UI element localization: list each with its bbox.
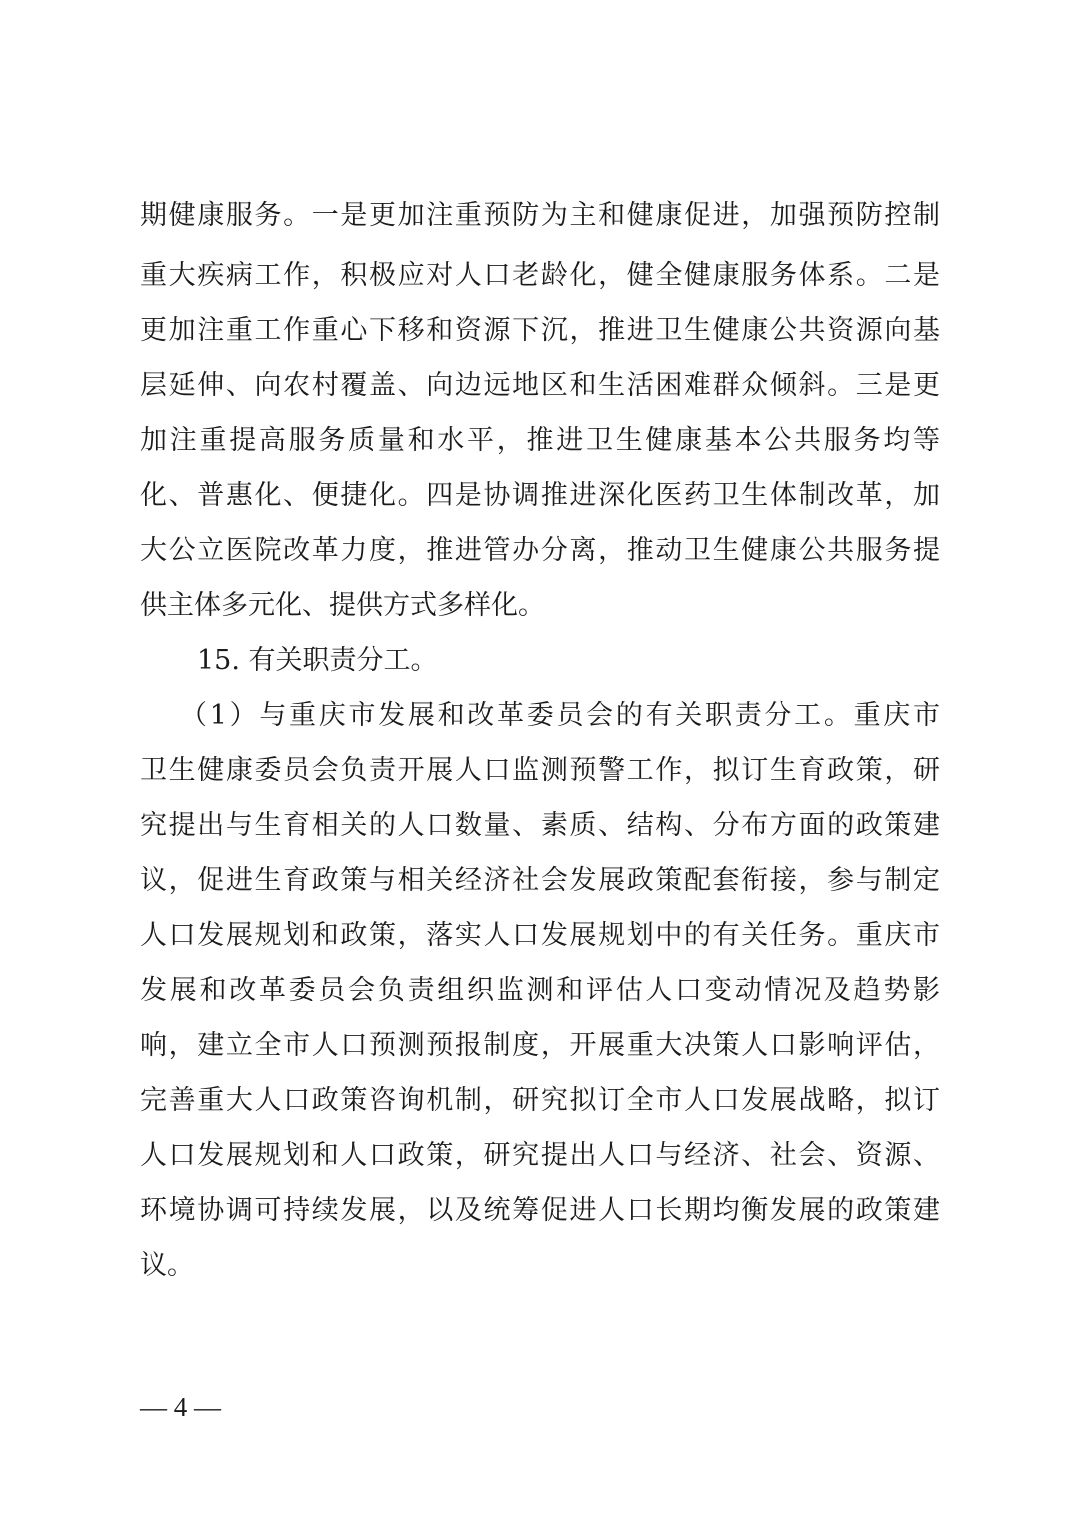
text-line: 卫生健康委员会负责开展人口监测预警工作，拟订生育政策，研 bbox=[140, 755, 940, 786]
text-line: 人口发展规划和政策，落实人口发展规划中的有关任务。重庆市 bbox=[140, 920, 940, 951]
text-line: 环境协调可持续发展，以及统筹促进人口长期均衡发展的政策建 bbox=[140, 1195, 940, 1226]
text-line: 完善重大人口政策咨询机制，研究拟订全市人口发展战略，拟订 bbox=[140, 1085, 940, 1116]
section-heading: 15. 有关职责分工。 bbox=[197, 645, 438, 676]
page-number: — 4 — bbox=[140, 1392, 221, 1422]
text-line: 议，促进生育政策与相关经济社会发展政策配套衔接，参与制定 bbox=[140, 865, 940, 896]
paragraph-first-line: （1）与重庆市发展和改革委员会的有关职责分工。重庆市 bbox=[180, 700, 940, 731]
text-line: 化、普惠化、便捷化。四是协调推进深化医药卫生体制改革，加 bbox=[140, 480, 940, 511]
text-line: 发展和改革委员会负责组织监测和评估人口变动情况及趋势影 bbox=[140, 975, 940, 1006]
text-line: 究提出与生育相关的人口数量、素质、结构、分布方面的政策建 bbox=[140, 810, 940, 841]
text-line: 议。 bbox=[140, 1250, 194, 1281]
text-line: 层延伸、向农村覆盖、向边远地区和生活困难群众倾斜。三是更 bbox=[140, 370, 940, 401]
text-line: 人口发展规划和人口政策，研究提出人口与经济、社会、资源、 bbox=[140, 1140, 940, 1171]
text-line: 期健康服务。一是更加注重预防为主和健康促进，加强预防控制 bbox=[140, 200, 940, 231]
text-line: 更加注重工作重心下移和资源下沉，推进卫生健康公共资源向基 bbox=[140, 315, 940, 346]
text-line: 响，建立全市人口预测预报制度，开展重大决策人口影响评估， bbox=[140, 1030, 940, 1061]
text-line: 供主体多元化、提供方式多样化。 bbox=[140, 590, 545, 621]
text-line: 加注重提高服务质量和水平，推进卫生健康基本公共服务均等 bbox=[140, 425, 940, 456]
text-line: 大公立医院改革力度，推进管办分离，推动卫生健康公共服务提 bbox=[140, 535, 940, 566]
text-line: 重大疾病工作，积极应对人口老龄化，健全健康服务体系。二是 bbox=[140, 260, 940, 291]
